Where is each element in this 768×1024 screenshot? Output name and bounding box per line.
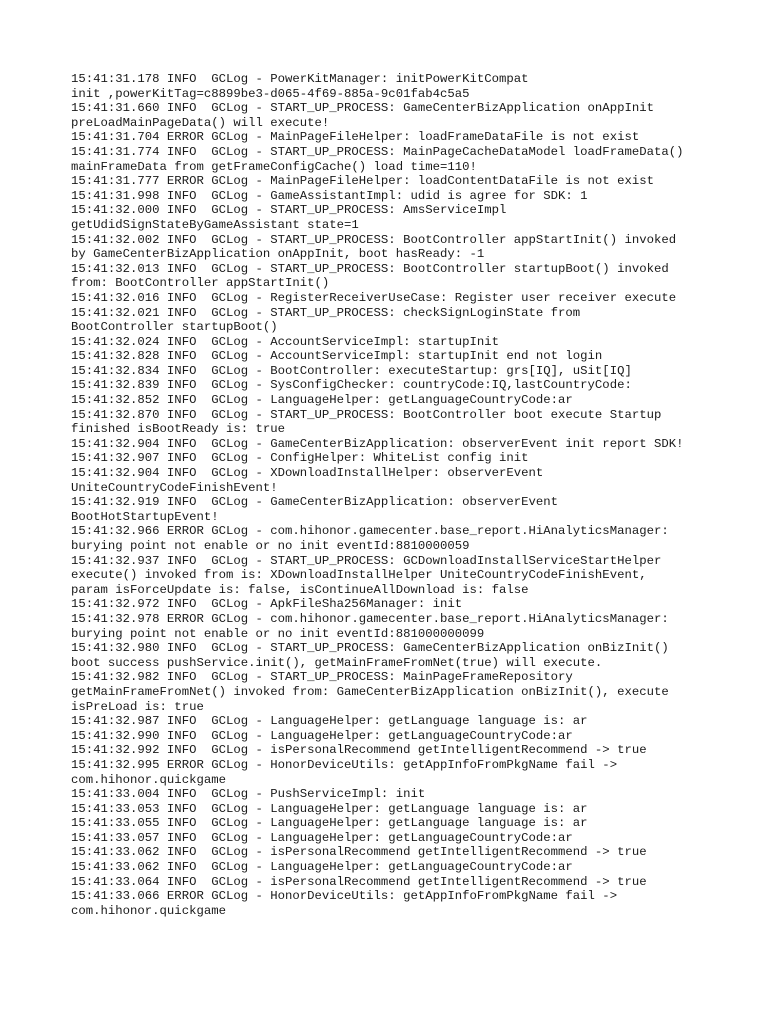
log-line: 15:41:32.978 ERROR GCLog - com.hihonor.gamecenter.base_report.HiAnalyticsManager: bbox=[71, 611, 669, 626]
log-line: BootHotStartupEvent! bbox=[71, 509, 219, 524]
log-line: 15:41:32.904 INFO GCLog - GameCenterBizApplication: observerEvent init report SDK! bbox=[71, 436, 684, 451]
log-line: 15:41:32.904 INFO GCLog - XDownloadInstallHelper: observerEvent bbox=[71, 466, 544, 481]
log-line: 15:41:32.013 INFO GCLog - START_UP_PROCESS: BootController startupBoot() invoked bbox=[71, 261, 669, 276]
log-line: 15:41:33.057 INFO GCLog - LanguageHelper: getLanguageCountryCode:ar bbox=[71, 830, 573, 845]
log-line: getUdidSignStateByGameAssistant state=1 bbox=[71, 217, 359, 232]
log-line: 15:41:32.016 INFO GCLog - RegisterReceiverUseCase: Register user receiver execute bbox=[71, 290, 677, 305]
log-line: 15:41:32.980 INFO GCLog - START_UP_PROCESS: GameCenterBizApplication onBizInit() bbox=[71, 641, 669, 656]
log-line: burying point not enable or no init eventId:8810000059 bbox=[71, 539, 470, 553]
log-line: com.hihonor.quickgame bbox=[71, 772, 226, 787]
log-line: param isForceUpdate is: false, isContinueAllDownload is: false bbox=[71, 582, 529, 597]
log-line: 15:41:32.990 INFO GCLog - LanguageHelper: getLanguageCountryCode:ar bbox=[71, 728, 573, 743]
log-line: 15:41:31.178 INFO GCLog - PowerKitManager: initPowerKitCompat bbox=[71, 72, 529, 86]
log-line: UniteCountryCodeFinishEvent! bbox=[71, 480, 278, 495]
log-line: getMainFrameFromNet() invoked from: GameCenterBizApplication onBizInit(), execute bbox=[71, 684, 669, 699]
log-line: 15:41:31.774 INFO GCLog - START_UP_PROCESS: MainPageCacheDataModel loadFrameData() bbox=[71, 144, 684, 159]
log-line: 15:41:33.062 INFO GCLog - LanguageHelper: getLanguageCountryCode:ar bbox=[71, 860, 573, 875]
log-line: 15:41:32.000 INFO GCLog - START_UP_PROCESS: AmsServiceImpl bbox=[71, 203, 507, 218]
log-line: 15:41:32.852 INFO GCLog - LanguageHelper: getLanguageCountryCode:ar bbox=[71, 393, 573, 408]
log-line: 15:41:31.704 ERROR GCLog - MainPageFileHelper: loadFrameDataFile is not exist bbox=[71, 130, 640, 145]
log-line: boot success pushService.init(), getMainFrameFromNet(true) will execute. bbox=[71, 655, 603, 670]
log-line: burying point not enable or no init eventId:881000000099 bbox=[71, 626, 485, 641]
log-line: execute() invoked from is: XDownloadInstallHelper UniteCountryCodeFinishEvent, bbox=[71, 568, 647, 583]
log-line: 15:41:31.777 ERROR GCLog - MainPageFileHelper: loadContentDataFile is not exist bbox=[71, 174, 654, 189]
log-line: 15:41:32.987 INFO GCLog - LanguageHelper: getLanguage language is: ar bbox=[71, 714, 588, 729]
log-line: 15:41:32.937 INFO GCLog - START_UP_PROCESS: GCDownloadInstallServiceStartHelper bbox=[71, 553, 662, 568]
log-line: 15:41:32.992 INFO GCLog - isPersonalRecommend getIntelligentRecommend -> true bbox=[71, 743, 647, 758]
log-line: from: BootController appStartInit() bbox=[71, 276, 330, 291]
log-line: com.hihonor.quickgame bbox=[71, 903, 226, 918]
log-line: 15:41:32.982 INFO GCLog - START_UP_PROCESS: MainPageFrameRepository bbox=[71, 670, 573, 685]
log-line: 15:41:32.907 INFO GCLog - ConfigHelper: WhiteList config init bbox=[71, 451, 529, 466]
log-line: BootController startupBoot() bbox=[71, 320, 278, 335]
log-line: 15:41:31.998 INFO GCLog - GameAssistantImpl: udid is agree for SDK: 1 bbox=[71, 188, 588, 203]
log-text-block bbox=[71, 72, 731, 918]
log-line: 15:41:33.064 INFO GCLog - isPersonalRecommend getIntelligentRecommend -> true bbox=[71, 874, 647, 889]
log-line: preLoadMainPageData() will execute! bbox=[71, 115, 330, 130]
log-line: 15:41:33.062 INFO GCLog - isPersonalRecommend getIntelligentRecommend -> true bbox=[71, 845, 647, 860]
log-line: mainFrameData from getFrameConfigCache() load time=110! bbox=[71, 159, 477, 174]
log-line: 15:41:32.024 INFO GCLog - AccountServiceImpl: startupInit bbox=[71, 334, 500, 349]
log-line: by GameCenterBizApplication onAppInit, boot hasReady: -1 bbox=[71, 247, 485, 262]
log-line: finished isBootReady is: true bbox=[71, 422, 286, 437]
log-line: 15:41:32.002 INFO GCLog - START_UP_PROCESS: BootController appStartInit() invoked bbox=[71, 232, 677, 247]
log-line: 15:41:33.055 INFO GCLog - LanguageHelper: getLanguage language is: ar bbox=[71, 816, 588, 831]
log-line: 15:41:32.839 INFO GCLog - SysConfigChecker: countryCode:IQ,lastCountryCode: bbox=[71, 378, 632, 393]
log-line: 15:41:32.870 INFO GCLog - START_UP_PROCESS: BootController boot execute Startup bbox=[71, 407, 662, 422]
log-line: 15:41:33.053 INFO GCLog - LanguageHelper: getLanguage language is: ar bbox=[71, 801, 588, 816]
log-line: 15:41:32.966 ERROR GCLog - com.hihonor.gamecenter.base_report.HiAnalyticsManager: bbox=[71, 524, 669, 539]
log-line: 15:41:32.021 INFO GCLog - START_UP_PROCESS: checkSignLoginState from bbox=[71, 305, 581, 320]
log-line: init ,powerKitTag=c8899be3-d065-4f69-885a-9c01fab4c5a5 bbox=[71, 86, 470, 101]
log-line: 15:41:33.004 INFO GCLog - PushServiceImpl: init bbox=[71, 787, 426, 802]
log-line: 15:41:32.995 ERROR GCLog - HonorDeviceUtils: getAppInfoFromPkgName fail -> bbox=[71, 757, 618, 772]
log-line: 15:41:31.660 INFO GCLog - START_UP_PROCESS: GameCenterBizApplication onAppInit bbox=[71, 101, 654, 116]
log-line: 15:41:32.834 INFO GCLog - BootController: executeStartup: grs[IQ], uSit[IQ] bbox=[71, 363, 632, 378]
log-line: 15:41:32.828 INFO GCLog - AccountServiceImpl: startupInit end not login bbox=[71, 349, 603, 364]
log-line: isPreLoad is: true bbox=[71, 699, 204, 714]
log-line: 15:41:32.919 INFO GCLog - GameCenterBizApplication: observerEvent bbox=[71, 495, 559, 510]
log-line: 15:41:33.066 ERROR GCLog - HonorDeviceUtils: getAppInfoFromPkgName fail -> bbox=[71, 889, 618, 904]
log-line: 15:41:32.972 INFO GCLog - ApkFileSha256Manager: init bbox=[71, 597, 463, 612]
